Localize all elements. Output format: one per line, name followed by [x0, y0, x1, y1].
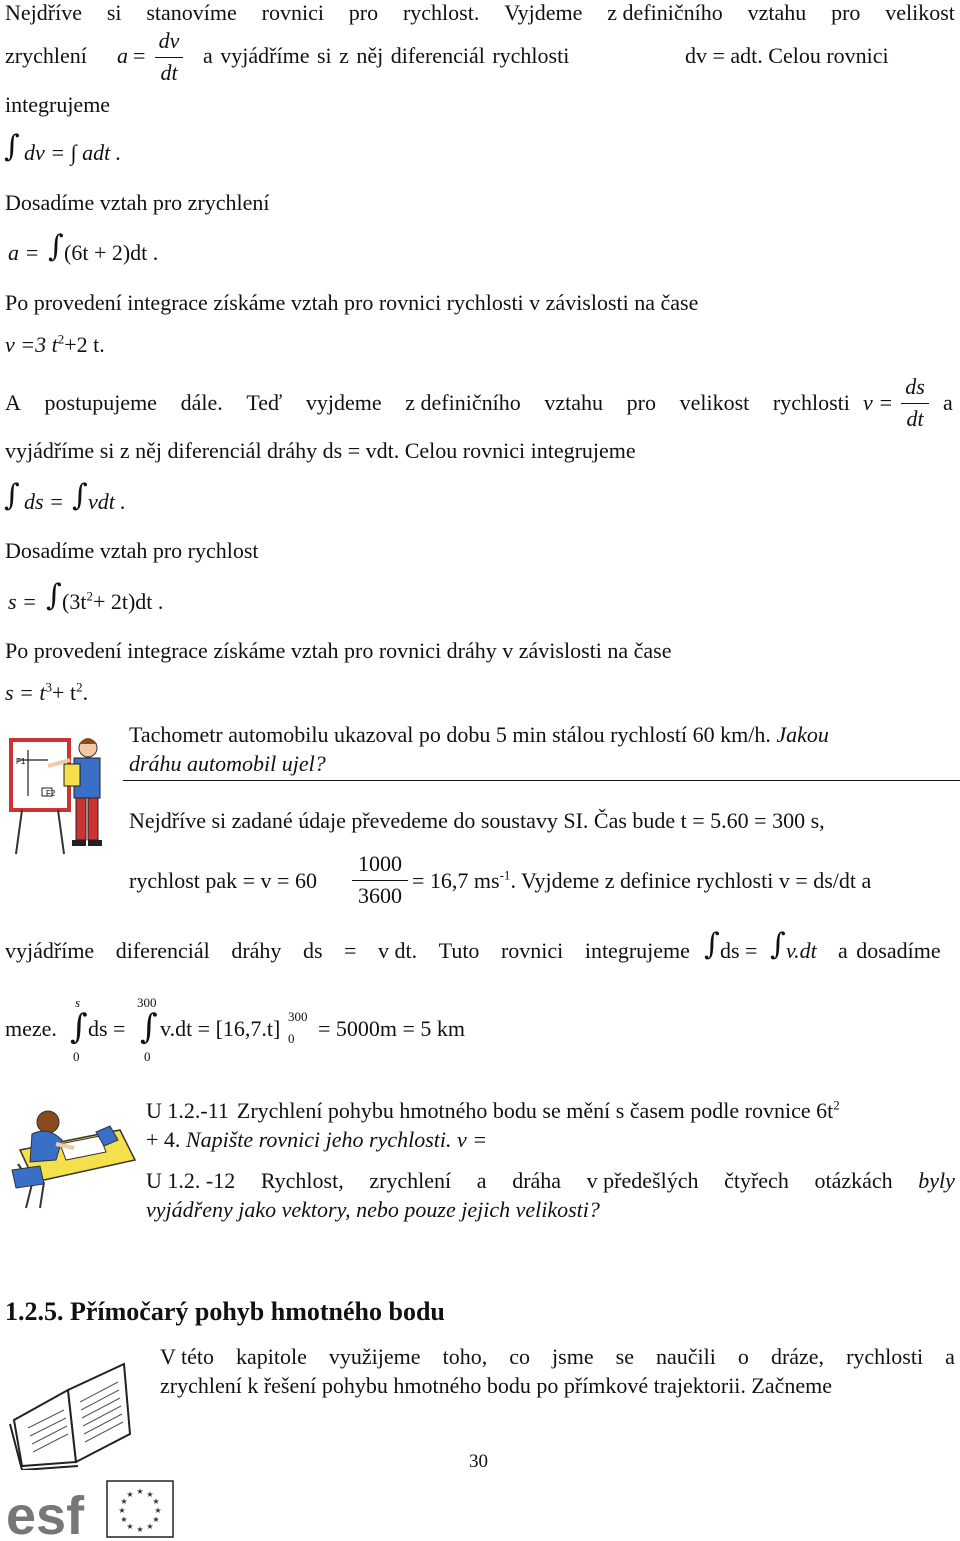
- word: pro: [348, 0, 379, 25]
- svg-text:★: ★: [120, 1515, 128, 1524]
- section-line1: [160, 1344, 955, 1370]
- svg-text:★: ★: [136, 1487, 144, 1496]
- p1-eq: =: [133, 43, 146, 68]
- frac-num: 1000: [358, 851, 402, 876]
- word: vyjdeme: [305, 390, 382, 415]
- p1-line1: [5, 0, 955, 26]
- word: rovnici: [500, 938, 564, 963]
- word: jsme: [552, 1344, 594, 1369]
- p1-line2-start: zrychlení: [5, 43, 87, 68]
- example-eq-ds: ds =: [720, 938, 758, 963]
- example-answer-line3: [5, 938, 690, 964]
- frac-num: ds: [905, 374, 925, 399]
- word: postupujeme: [44, 390, 157, 415]
- bracket-lower-limit: 0: [288, 1031, 295, 1046]
- question-u12-line1: [146, 1168, 955, 1194]
- example-answer-line2-start: rychlost pak = v = 60: [129, 868, 317, 893]
- p2-eq3: $s = t^3+ t^2$.: [5, 679, 89, 705]
- word: v dt.: [378, 938, 418, 963]
- word: pro: [831, 0, 861, 25]
- p1-eq2-left: a =: [8, 240, 40, 265]
- example-eq4-vdt: v.dt = [16,7.t]: [160, 1016, 281, 1041]
- word: využijeme: [328, 1344, 421, 1369]
- limit-s-lower: 0: [73, 1049, 80, 1064]
- word: o: [737, 1344, 749, 1369]
- question-u11-line2: + 4. Napište rovnici jeho rychlosti. v =: [146, 1127, 488, 1152]
- word: vztahu: [747, 0, 807, 25]
- word: diferenciál: [115, 938, 210, 963]
- p2-line3: Dosadíme vztah pro rychlost: [5, 538, 259, 563]
- section-line2: zrychlení k řešení pohybu hmotného bodu po přímkové trajektorii. Začneme: [160, 1373, 833, 1398]
- student-writing-illustration: [10, 1100, 140, 1210]
- svg-text:★: ★: [126, 1522, 134, 1531]
- p2-line1-end: a: [943, 390, 953, 415]
- example-eq-vdt: v.dt: [786, 938, 817, 963]
- integral-sign-icon: ∫: [704, 927, 720, 962]
- word: integrujeme: [584, 938, 690, 963]
- word: a: [945, 1344, 955, 1369]
- svg-text:F2: F2: [46, 789, 56, 798]
- word: V této: [160, 1344, 214, 1369]
- integral-sign-icon: ∫: [140, 1007, 158, 1047]
- svg-text:★: ★: [136, 1525, 144, 1534]
- example-answer-line2-end: = 16,7 $ms^{-1}$. Vyjdeme z definice rychlosti v = ds/dt a: [412, 867, 872, 893]
- word: v předešlých: [586, 1168, 699, 1193]
- word: velikost: [679, 390, 750, 415]
- limit-t-lower: 0: [144, 1049, 151, 1064]
- word: toho,: [442, 1344, 488, 1369]
- p1-eq1: dv = ∫ adt .: [24, 140, 122, 165]
- p2-line1: [5, 390, 850, 416]
- word: Vyjdeme: [504, 0, 583, 25]
- integral-sign-icon: ∫: [70, 1007, 88, 1047]
- word: vztahu: [544, 390, 604, 415]
- integral-sign-icon: ∫: [4, 129, 20, 164]
- word: byly: [918, 1168, 955, 1193]
- p2-line2: vyjádříme si z něj diferenciál dráhy ds = vdt. Celou rovnici integrujeme: [5, 438, 636, 463]
- svg-text:★: ★: [152, 1497, 160, 1506]
- word: rychlosti: [772, 390, 850, 415]
- eu-flag-icon: [106, 1480, 174, 1538]
- example-divider: [123, 780, 960, 781]
- word: a: [476, 1168, 487, 1193]
- p1-var-a: a: [117, 43, 128, 68]
- frac-num: dv: [158, 28, 180, 53]
- word: čtyřech: [724, 1168, 789, 1193]
- example-eq4-ds: ds =: [88, 1016, 126, 1041]
- word: stanovíme: [146, 0, 237, 25]
- svg-text:★: ★: [152, 1515, 160, 1524]
- p2-var-v: v =: [863, 390, 894, 415]
- svg-text:★: ★: [154, 1506, 162, 1515]
- word: A: [5, 390, 21, 415]
- p2-fraction-ds-dt: [901, 376, 929, 430]
- frac-den: 3600: [358, 883, 402, 908]
- frac-den: dt: [906, 406, 924, 431]
- svg-text:★: ★: [120, 1497, 128, 1506]
- p1-line3: integrujeme: [5, 92, 111, 117]
- p1-line4: Dosadíme vztah pro zrychlení: [5, 190, 270, 215]
- example-fraction-1000-3600: [352, 853, 408, 907]
- word: kapitole: [236, 1344, 307, 1369]
- example-answer-line3-end: a dosadíme: [838, 938, 941, 963]
- teacher-at-board-illustration: [8, 730, 108, 860]
- word: se: [615, 1344, 634, 1369]
- word: zrychlení: [369, 1168, 452, 1193]
- question-u12-line2: vyjádřeny jako vektory, nebo pouze jejich velikosti?: [146, 1197, 600, 1222]
- p2-eq1-right: vdt .: [88, 489, 126, 514]
- word: dále.: [180, 390, 223, 415]
- word: Nejdříve: [5, 0, 82, 25]
- svg-text:esf: esf: [6, 1486, 85, 1540]
- example-eq4-result: = 5000m = 5 km: [318, 1016, 466, 1041]
- word: otázkách: [814, 1168, 893, 1193]
- p1-eq2-right: (6t + 2)dt .: [64, 240, 159, 265]
- p2-eq1-left: ds =: [24, 489, 64, 514]
- word: Rychlost,: [260, 1168, 344, 1193]
- question-u12-label: U 1.2. -12: [146, 1168, 236, 1193]
- svg-text:★: ★: [126, 1490, 134, 1499]
- word: dráha: [512, 1168, 562, 1193]
- word: z definičního: [405, 390, 521, 415]
- example-answer-line1: Nejdříve si zadané údaje převedeme do soustavy SI. Čas bude t = 5.60 = 300 s,: [129, 808, 825, 833]
- integral-sign-icon: ∫: [48, 229, 64, 264]
- limit-s-upper: s: [75, 995, 81, 1010]
- svg-text:★: ★: [146, 1522, 154, 1531]
- word: vyjádříme: [5, 938, 95, 963]
- p1-line5: Po provedení integrace získáme vztah pro rovnici rychlosti v závislosti na čase: [5, 290, 699, 315]
- word: si: [106, 0, 122, 25]
- word: Tuto: [438, 938, 480, 963]
- word: rovnici: [261, 0, 324, 25]
- open-book-illustration: [6, 1350, 136, 1470]
- word: naučili: [656, 1344, 716, 1369]
- example-question-line2: dráhu automobil ujel?: [129, 751, 326, 776]
- word: rychlost.: [402, 0, 480, 25]
- p1-line2-mid: a vyjádříme si z něj diferenciál rychlosti: [203, 43, 570, 68]
- p2-eq2-left: s =: [8, 589, 37, 614]
- integral-sign-icon: ∫: [4, 478, 20, 513]
- question-u11-line1: U 1.2.-11 Zrychlení pohybu hmotného bodu se mění s časem podle rovnice $6t^2$: [146, 1097, 840, 1123]
- svg-text:★: ★: [118, 1506, 126, 1515]
- limit-t-upper: 300: [137, 995, 157, 1010]
- p1-line2-end: dv = adt. Celou rovnici: [685, 43, 889, 68]
- word: z definičního: [607, 0, 723, 25]
- integral-sign-icon: ∫: [72, 478, 88, 513]
- svg-text:F1: F1: [16, 757, 26, 766]
- integral-sign-icon: ∫: [770, 927, 786, 962]
- word: =: [344, 938, 357, 963]
- word: dráhy: [231, 938, 282, 963]
- word: velikost: [885, 0, 955, 25]
- p2-line4: Po provedení integrace získáme vztah pro rovnici dráhy v závislosti na čase: [5, 638, 672, 663]
- p1-eq3: v =3 $t^2+2$ t.: [5, 331, 105, 357]
- word: pro: [626, 390, 656, 415]
- example-question-line1: Tachometr automobilu ukazoval po dobu 5 min stálou rychlostí 60 km/h. Jakou: [129, 722, 829, 747]
- word: rychlosti: [846, 1344, 924, 1369]
- word: ds: [302, 938, 323, 963]
- word: co: [509, 1344, 531, 1369]
- word: dráze,: [770, 1344, 825, 1369]
- frac-den: dt: [160, 60, 178, 85]
- bracket-upper-limit: 300: [288, 1009, 308, 1024]
- svg-text:★: ★: [146, 1490, 154, 1499]
- p1-fraction-dv-dt: [155, 30, 183, 84]
- p2-eq2-right: $(3t^2+ 2t)dt$ .: [62, 588, 164, 614]
- integral-sign-icon: ∫: [46, 578, 62, 613]
- page-number: 30: [469, 1451, 488, 1472]
- word: Teď: [246, 390, 283, 415]
- example-answer-line4-start: meze.: [5, 1016, 57, 1041]
- section-heading: 1.2.5. Přímočarý pohyb hmotného bodu: [5, 1297, 445, 1326]
